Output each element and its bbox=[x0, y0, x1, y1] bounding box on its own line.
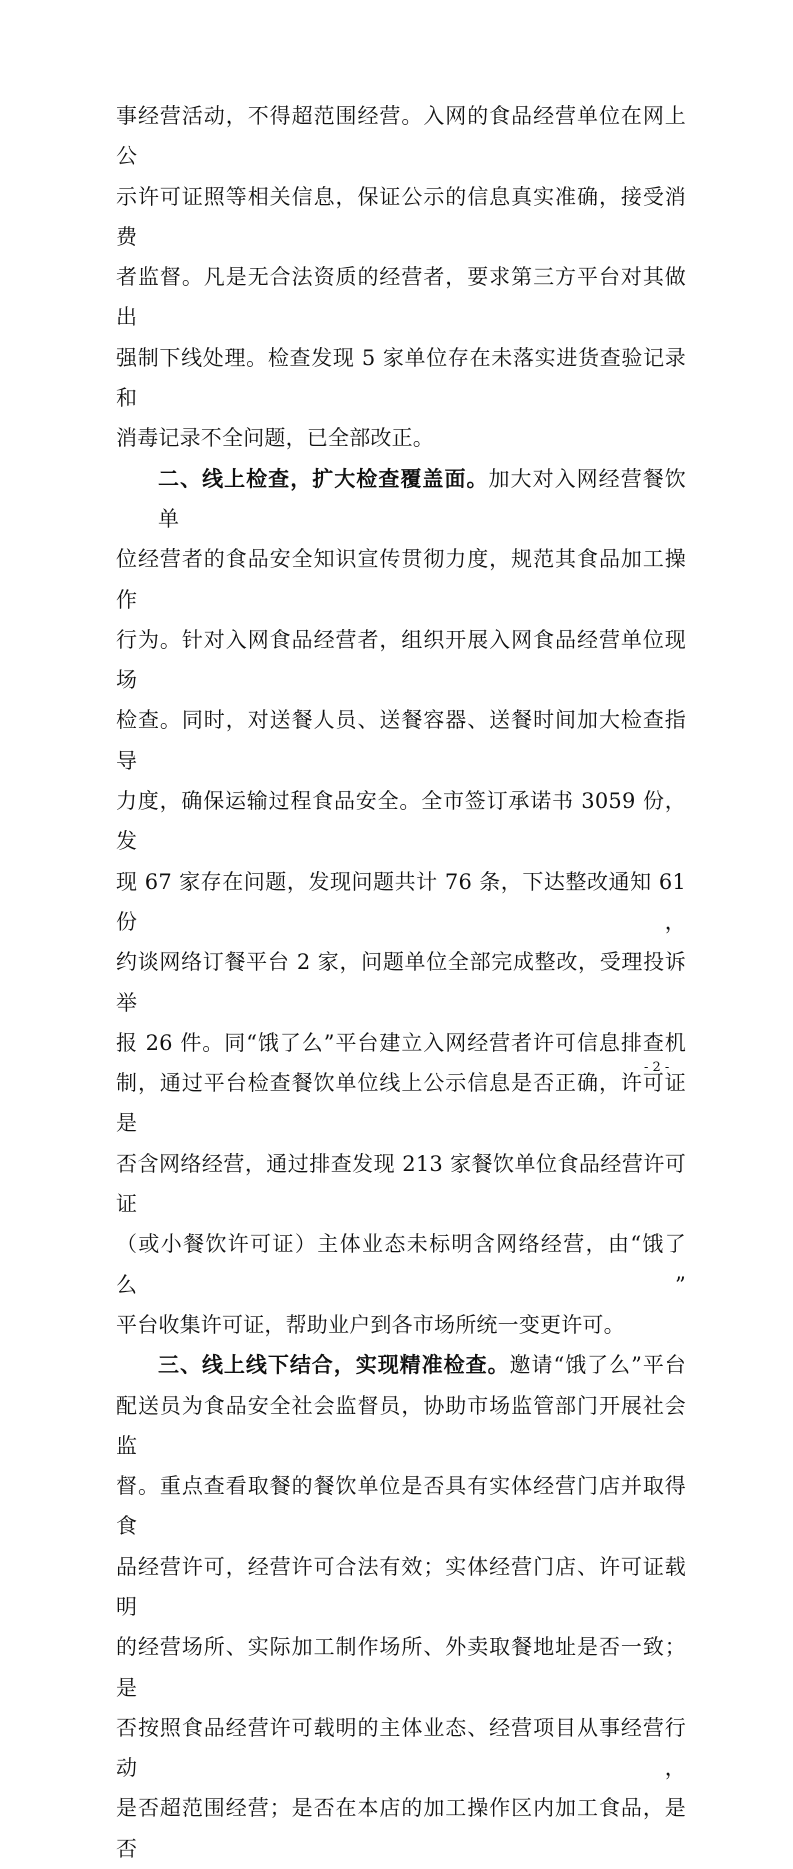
text-line: 检查。同时，对送餐人员、送餐容器、送餐时间加大检查指导 bbox=[116, 708, 686, 773]
text-line: 者监督。凡是无合法资质的经营者，要求第三方平台对其做出 bbox=[116, 265, 686, 330]
text-line: 配送员为食品安全社会监督员，协助市场监管部门开展社会监 bbox=[116, 1393, 686, 1458]
text-line: 约谈网络订餐平台 2 家，问题单位全部完成整改，受理投诉举 bbox=[116, 950, 686, 1015]
text-line: 否含网络经营，通过排查发现 213 家餐饮单位食品经营许可证 bbox=[116, 1151, 686, 1217]
text-line: 品经营许可，经营许可合法有效；实体经营门店、许可证载明 bbox=[116, 1554, 686, 1619]
paragraph-online-inspection bbox=[116, 459, 686, 1346]
text-line: 行为。针对入网食品经营者，组织开展入网食品经营单位现场 bbox=[116, 627, 686, 693]
text-line: （或小餐饮许可证）主体业态未标明含网络经营，由“饿了么” bbox=[116, 1232, 686, 1297]
paragraph-continuation bbox=[116, 96, 686, 459]
text-line-first bbox=[116, 1345, 686, 1385]
text-line: 平台收集许可证，帮助业户到各市场所统一变更许可。 bbox=[116, 1312, 625, 1337]
body-text bbox=[116, 96, 686, 1869]
text-line: 现 67 家存在问题，发现问题共计 76 条，下达整改通知 61 份， bbox=[116, 869, 686, 934]
text-line: 强制下线处理。检查发现 5 家单位存在未落实进货查验记录和 bbox=[116, 345, 686, 411]
section-heading: 三、线上线下结合，实现精准检查。 bbox=[158, 1353, 510, 1378]
text-line: 位经营者的食品安全知识宣传贯彻力度，规范其食品加工操作 bbox=[116, 547, 686, 612]
text-line: 否按照食品经营许可载明的主体业态、经营项目从事经营行动， bbox=[116, 1715, 686, 1781]
text-fragment: 邀请“饿了么”平台 bbox=[509, 1353, 686, 1378]
text-line: 的经营场所、实际加工制作场所、外卖取餐地址是否一致；是 bbox=[116, 1635, 686, 1700]
text-line: 示许可证照等相关信息，保证公示的信息真实准确，接受消费 bbox=[116, 184, 686, 249]
text-line: 事经营活动，不得超范围经营。入网的食品经营单位在网上公 bbox=[116, 104, 686, 169]
paragraph-online-offline bbox=[116, 1345, 686, 1869]
text-fragment: 加大对入网经营餐饮单 bbox=[158, 466, 686, 531]
section-heading: 二、线上检查，扩大检查覆盖面。 bbox=[158, 466, 489, 491]
text-line: 报 26 件。同“饿了么”平台建立入网经营者许可信息排查机 bbox=[116, 1030, 686, 1055]
text-line: 力度，确保运输过程食品安全。全市签订承诺书 3059 份，发 bbox=[116, 789, 686, 854]
page-number: - 2 - bbox=[644, 1060, 670, 1075]
text-line: 是否超范围经营；是否在本店的加工操作区内加工食品，是否 bbox=[116, 1796, 686, 1861]
text-line: 制，通过平台检查餐饮单位线上公示信息是否正确，许可证是 bbox=[116, 1071, 686, 1136]
text-line: 消毒记录不全问题，已全部改正。 bbox=[116, 426, 434, 451]
text-line: 督。重点查看取餐的餐饮单位是否具有实体经营门店并取得食 bbox=[116, 1474, 686, 1539]
text-line-first bbox=[116, 459, 686, 540]
